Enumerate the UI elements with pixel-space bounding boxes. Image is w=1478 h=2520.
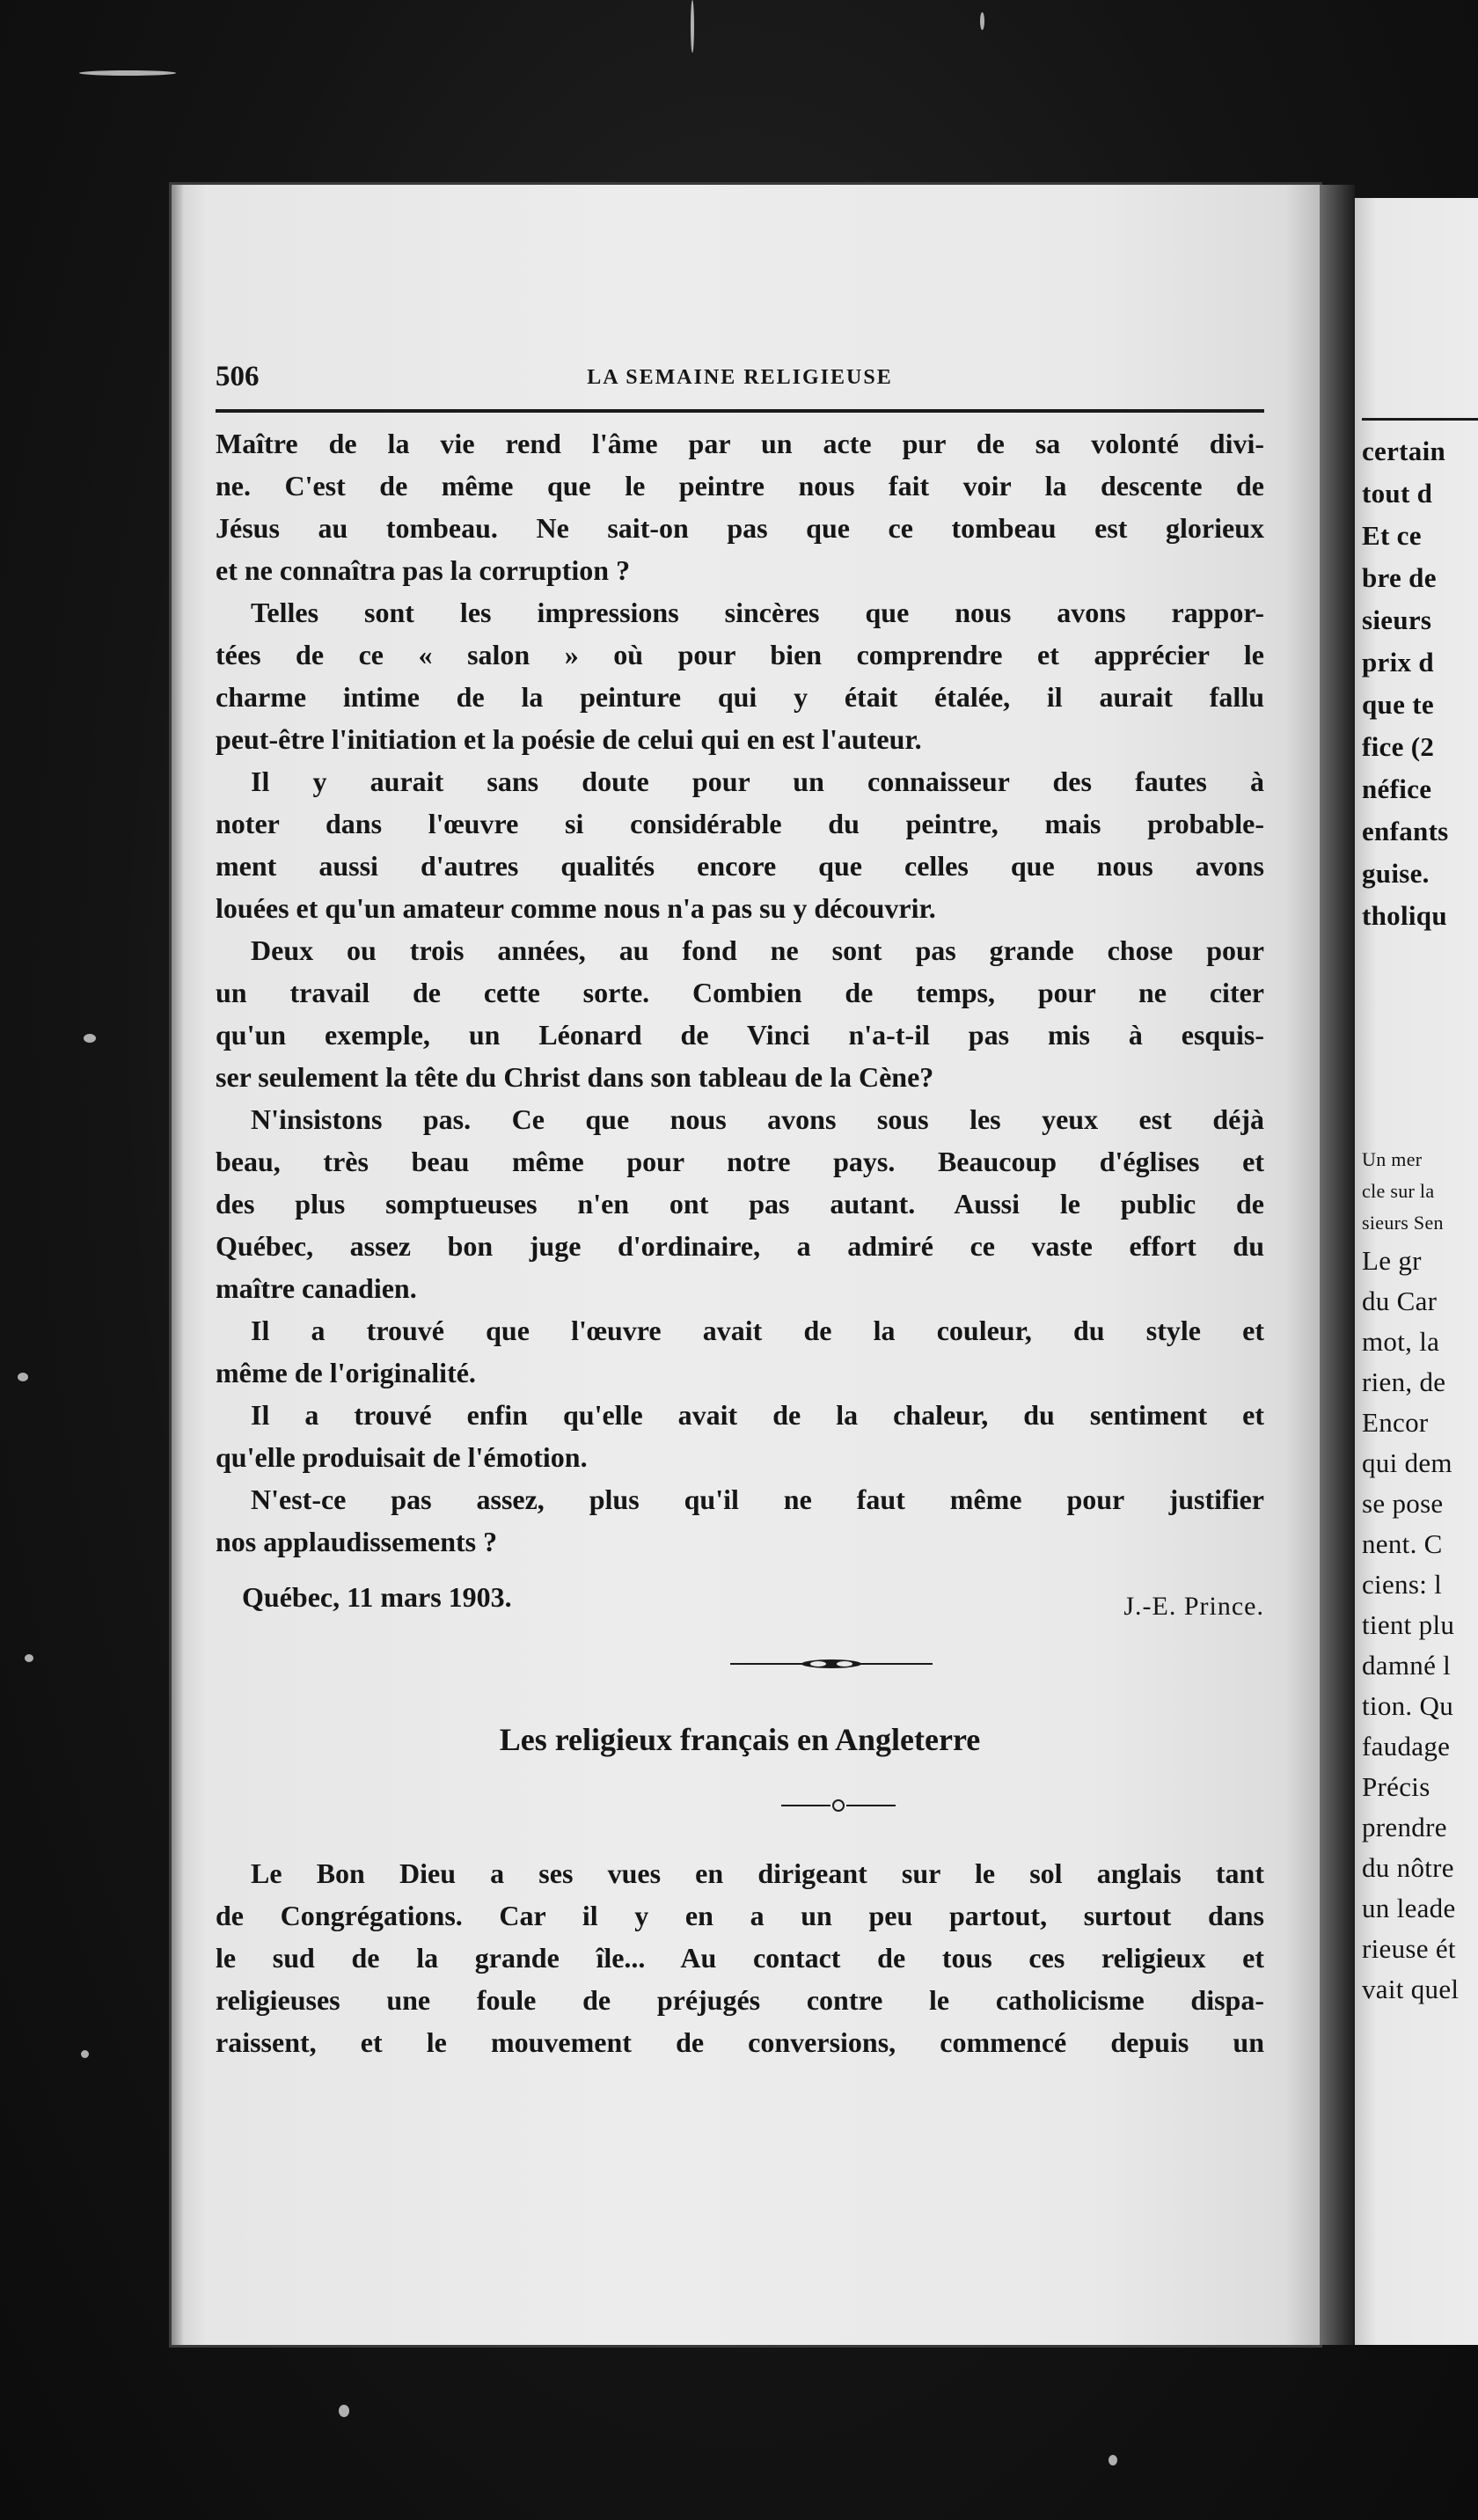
text-line: Il y aurait sans doute pour un connaisseur des fautes à: [251, 766, 1264, 797]
text-line: maître canadien.: [216, 1272, 417, 1304]
facing-page-line: rien, de: [1362, 1366, 1446, 1397]
facing-page-line: que te: [1362, 689, 1434, 720]
facing-page-line: se pose: [1362, 1488, 1444, 1519]
facing-page-line: cle sur la: [1362, 1180, 1435, 1202]
dust-speck: [25, 1654, 33, 1662]
dust-speck: [84, 1034, 96, 1043]
facing-page-line: enfants: [1362, 816, 1449, 846]
facing-page-line: tout d: [1362, 478, 1433, 509]
facing-page-fragment: [1355, 198, 1478, 2345]
facing-page-line: certain: [1362, 436, 1446, 466]
section-ornament: [730, 1655, 933, 1673]
text-line: un travail de cette sorte. Combien de temps, pour ne citer: [216, 977, 1264, 1008]
facing-page-line: mot, la: [1362, 1326, 1440, 1357]
text-line: beau, très beau même pour notre pays. Beaucoup d'églises et: [216, 1146, 1264, 1177]
facing-page-line: prix d: [1362, 647, 1434, 678]
text-line: Il a trouvé enfin qu'elle avait de la chaleur, du sentiment et: [251, 1399, 1264, 1431]
dust-speck: [18, 1373, 28, 1381]
facing-page-line: tion. Qu: [1362, 1690, 1454, 1721]
facing-page-header-rule: [1362, 418, 1478, 421]
page-edge-shadow: [172, 185, 184, 2345]
facing-page-line: prendre: [1362, 1812, 1447, 1842]
facing-page-line: Précis: [1362, 1771, 1430, 1802]
text-line: même de l'originalité.: [216, 1357, 476, 1388]
facing-page-line: Le gr: [1362, 1245, 1422, 1276]
facing-page-line: tient plu: [1362, 1609, 1455, 1640]
book-gutter: [1320, 185, 1355, 2345]
facing-page-line: du nôtre: [1362, 1852, 1454, 1883]
facing-page-line: Un mer: [1362, 1148, 1423, 1170]
text-line: Deux ou trois années, au fond ne sont pas grande chose pour: [251, 934, 1264, 966]
facing-page-line: sieurs Sen: [1362, 1212, 1444, 1234]
text-line: ne. C'est de même que le peintre nous fait voir la descente de: [216, 470, 1264, 502]
dust-speck: [81, 2050, 89, 2058]
facing-page-line: nent. C: [1362, 1528, 1443, 1559]
facing-page-line: vait quel: [1362, 1974, 1460, 2004]
facing-page-line: fice (2: [1362, 731, 1435, 762]
text-line: Le Bon Dieu a ses vues en dirigeant sur le sol anglais tant: [251, 1857, 1264, 1889]
text-line: Québec, assez bon juge d'ordinaire, a admiré ce vaste effort du: [216, 1230, 1264, 1262]
text-line: qu'un exemple, un Léonard de Vinci n'a-t-il pas mis à esquis-: [216, 1019, 1264, 1051]
page-number: 506: [216, 361, 260, 392]
section-body: [216, 1852, 1264, 2063]
text-line: N'est-ce pas assez, plus qu'il ne faut même pour justifier: [251, 1483, 1264, 1515]
section-divider: [781, 1797, 896, 1814]
facing-page-line: Et ce: [1362, 520, 1422, 551]
text-line: Telles sont les impressions sincères que nous avons rappor-: [251, 597, 1264, 628]
dust-speck: [79, 70, 176, 76]
facing-page-line: tholiqu: [1362, 900, 1447, 931]
text-line: raissent, et le mouvement de conversions, commencé depuis un: [216, 2026, 1264, 2058]
text-line: ment aussi d'autres qualités encore que celles que nous avons: [216, 850, 1264, 882]
text-line: des plus somptueuses n'en ont pas autant. Aussi le public de: [216, 1188, 1264, 1220]
text-line: louées et qu'un amateur comme nous n'a pas su y découvrir.: [216, 892, 936, 924]
text-line: Jésus au tombeau. Ne sait-on pas que ce tombeau est glorieux: [216, 512, 1264, 544]
facing-page-line: ciens: l: [1362, 1569, 1443, 1600]
text-line: noter dans l'œuvre si considérable du peintre, mais probable-: [216, 808, 1264, 839]
facing-page-line: guise.: [1362, 858, 1430, 889]
facing-page-line: un leade: [1362, 1893, 1456, 1923]
text-line: le sud de la grande île... Au contact de tous ces religieux et: [216, 1942, 1264, 1974]
facing-page-line: rieuse ét: [1362, 1933, 1456, 1964]
text-line: peut-être l'initiation et la poésie de celui qui en est l'auteur.: [216, 723, 922, 755]
author-signature: J.-E. Prince.: [1123, 1592, 1264, 1621]
facing-page-line: néfice: [1362, 773, 1432, 804]
dust-speck: [339, 2405, 349, 2417]
journal-title: LA SEMAINE RELIGIEUSE: [587, 366, 893, 389]
text-line: religieuses une foule de préjugés contre le catholicisme dispa-: [216, 1984, 1264, 2016]
facing-page-line: faudage: [1362, 1731, 1451, 1762]
text-line: Maître de la vie rend l'âme par un acte pur de sa volonté divi-: [216, 428, 1264, 459]
dateline: Québec, 11 mars 1903.: [242, 1581, 512, 1613]
text-line: de Congrégations. Car il y en a un peu partout, surtout dans: [216, 1900, 1264, 1931]
facing-page-line: Encor: [1362, 1407, 1429, 1438]
section-title: Les religieux français en Angleterre: [499, 1722, 981, 1757]
text-line: nos applaudissements ?: [216, 1526, 498, 1557]
facing-page-line: du Car: [1362, 1286, 1438, 1316]
signature-block: [216, 0, 1264, 1848]
text-line: tées de ce « salon » où pour bien comprendre et apprécier le: [216, 639, 1264, 670]
text-line: Il a trouvé que l'œuvre avait de la couleur, du style et: [251, 1315, 1264, 1346]
text-line: qu'elle produisait de l'émotion.: [216, 1441, 588, 1473]
text-line: N'insistons pas. Ce que nous avons sous les yeux est déjà: [251, 1103, 1264, 1135]
dust-speck: [1108, 2455, 1117, 2465]
facing-page-line: damné l: [1362, 1650, 1452, 1681]
facing-page-line: sieurs: [1362, 604, 1432, 635]
facing-page-line: bre de: [1362, 562, 1437, 593]
text-line: ser seulement la tête du Christ dans son tableau de la Cène?: [216, 1061, 934, 1093]
text-line: et ne connaîtra pas la corruption ?: [216, 554, 631, 586]
facing-page-line: qui dem: [1362, 1447, 1452, 1478]
text-line: charme intime de la peinture qui y était étalée, il aurait fallu: [216, 681, 1264, 713]
